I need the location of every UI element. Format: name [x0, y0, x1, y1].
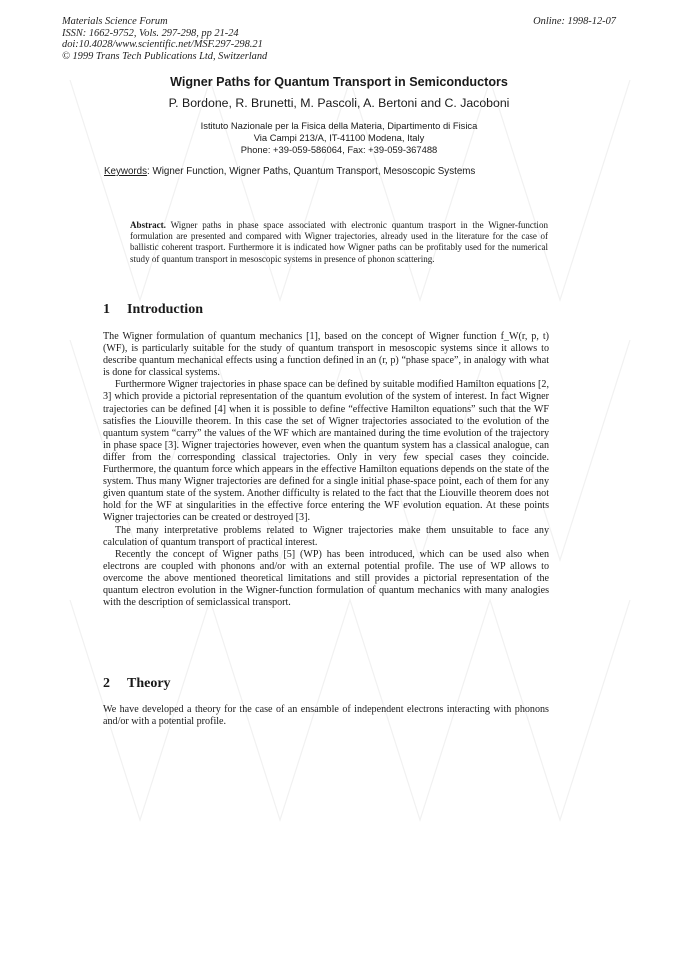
section-title: Introduction	[127, 302, 203, 317]
paragraph: Recently the concept of Wigner paths [5] (WP) has been introduced, which can be used also when electrons are coupled with phonons and/or with an external potential profile. The use of WP allows to overcome the above mentioned theoretical limitations and still provides a pictorial representation of the quantum electron evolution in the Wigner-function formulation of quantum mechanics with many analogies with the description of semiclassical transport.	[103, 548, 549, 609]
section-title: Theory	[127, 676, 171, 691]
journal-header	[62, 16, 267, 62]
keywords-line	[104, 166, 475, 177]
section-number: 2	[103, 676, 110, 691]
affiliation-institute: Istituto Nazionale per la Fisica della Materia, Dipartimento di Fisica	[200, 120, 478, 131]
paragraph: Furthermore Wigner trajectories in phase space can be defined by suitable modified Hamilton equations [2, 3] which provide a pictorial representation of the quantum evolution of the system of interest. In fact Wigner trajectories can be defined [4] when it is possible to define “effective Hamilton equations” such that the WF satisfies the Liouville theorem. In this case the set of Wigner trajectories associated to the evolution of the quantum system “carry” the values of the WF which are mantained during the time evolution of the trajectory in phase space [3]. Wigner trajectories however, even when the quantum system has a classical analogue, can differ from the corresponding classical trajectories. Only in very few special cases they coincide. Furthermore, the quantum force which appears in the effective Hamilton equations depends on the state of the system. Thus many Wigner trajectories are defined for a single initial phase-space point, each of them for any given quantum state of the system. Another difficulty is related to the fact that the Liouville theorem does not hold for the WF at singularities in the effective force entering the WF evolution equation. At these points Wigner trajectories can be created or destroyed [3].	[103, 379, 549, 524]
affiliation-address: Via Campi 213/A, IT-41100 Modena, Italy	[253, 132, 425, 143]
keywords-label: Keywords	[104, 166, 148, 177]
keywords-text: : Wigner Function, Wigner Paths, Quantum Transport, Mesoscopic Systems	[147, 166, 476, 177]
section-number: 1	[103, 302, 110, 317]
section-heading-introduction	[103, 302, 203, 318]
section-heading-theory	[103, 676, 171, 692]
affiliation-phone: Phone: +39-059-586064, Fax: +39-059-367488	[240, 144, 438, 155]
online-date: Online: 1998-12-07	[533, 16, 616, 27]
abstract-block	[130, 220, 548, 265]
theory-body	[103, 704, 549, 728]
affiliation-block	[0, 120, 678, 156]
copyright-line: © 1999 Trans Tech Publications Ltd, Switzerland	[62, 50, 268, 62]
abstract-text: Wigner paths in phase space associated with electronic quantum trasport in the Wigner-function formulation are presented and compared with Wigner trajectories, already used in the literature for the case of ballistic coherent trasport. Furthermore it is indicated how Wigner paths can be profitably used for the numerical study of quantum transport in mesoscopic systems in presence of phonon scattering.	[130, 220, 548, 264]
paragraph: The many interpretative problems related to Wigner trajectories make them unsuitable to face any calculation of quantum transport of practical interest.	[103, 524, 549, 548]
paper-title: Wigner Paths for Quantum Transport in Semiconductors	[170, 75, 508, 89]
journal-name: Materials Science Forum	[62, 16, 168, 27]
paragraph: We have developed a theory for the case of an ensamble of independent electrons interacting with phonons and/or with a potential profile.	[103, 704, 549, 728]
doi-line: doi:10.4028/www.scientific.net/MSF.297-298.21	[62, 39, 263, 51]
abstract-label: Abstract.	[130, 220, 166, 230]
issn-line: ISSN: 1662-9752, Vols. 297-298, pp 21-24	[62, 27, 239, 39]
author-list: P. Bordone, R. Brunetti, M. Pascoli, A. Bertoni and C. Jacoboni	[168, 96, 510, 110]
introduction-body	[103, 331, 549, 609]
paragraph: The Wigner formulation of quantum mechanics [1], based on the concept of Wigner function f_W(r, p, t) (WF), is particularly suitable for the study of quantum transport in mesoscopic systems since it allows to describe quantum mechanical effects using a function defined in an (r, p) “phase space”, in analogy with what is done for classical systems.	[103, 331, 549, 379]
